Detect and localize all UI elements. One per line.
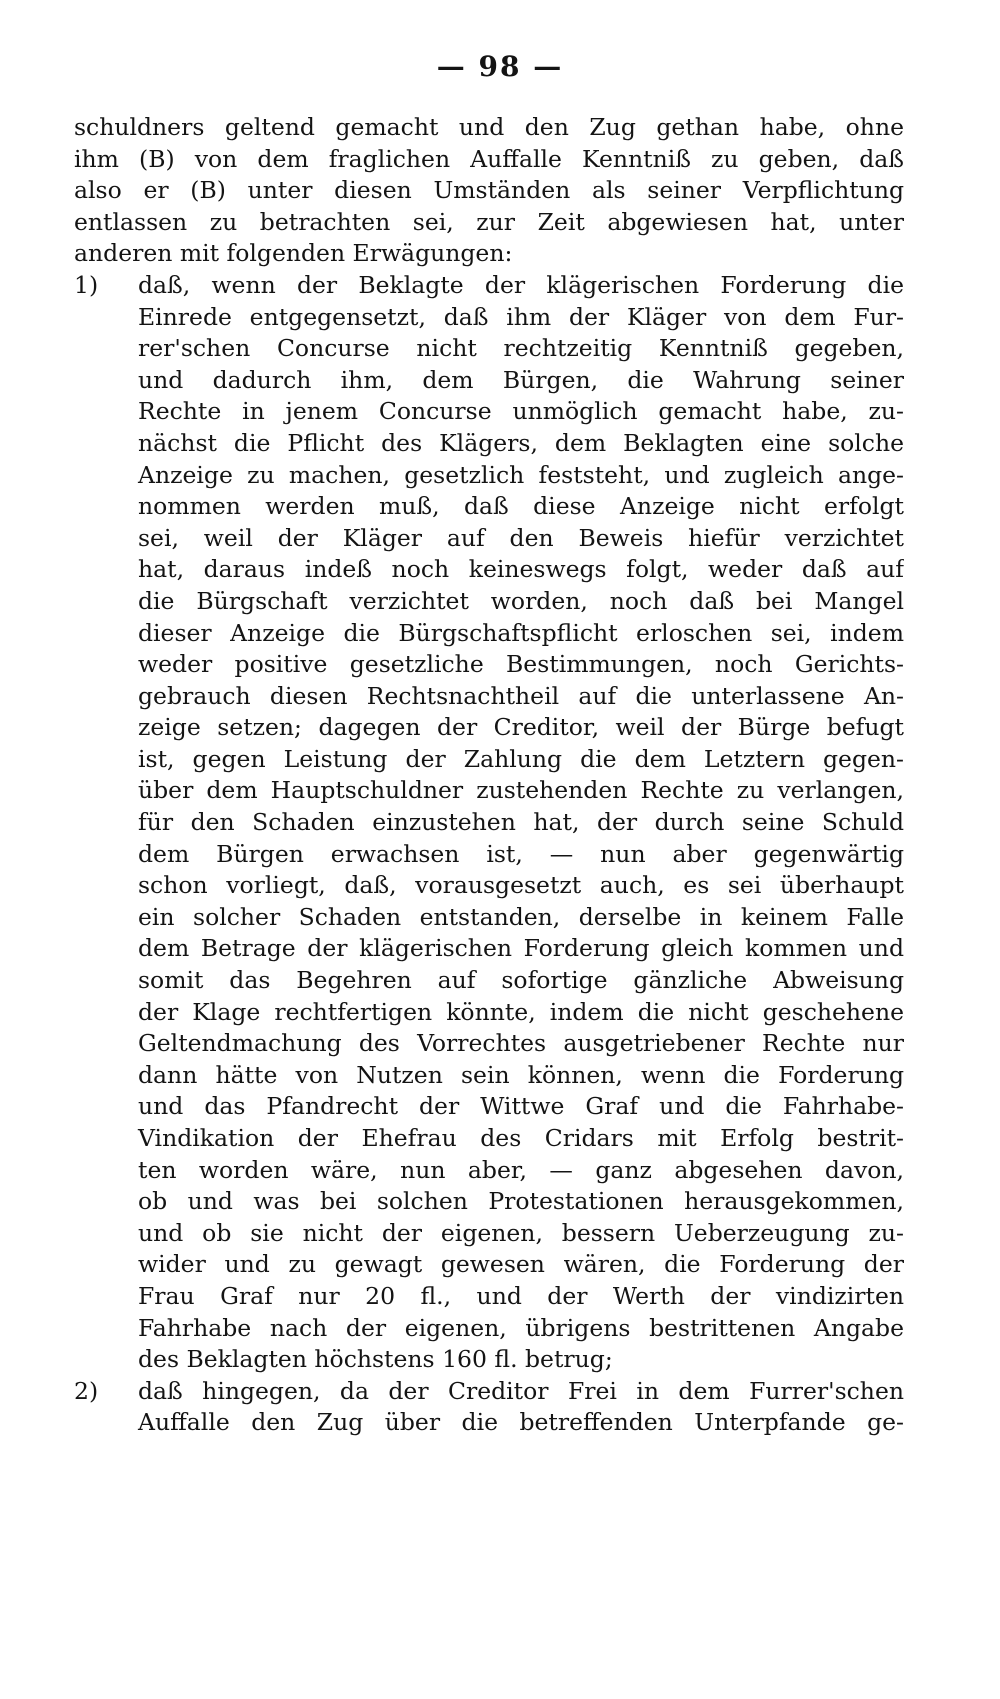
- text-line: nommen werden muß, daß diese Anzeige nicht erfolgt: [138, 492, 904, 521]
- text-line: gebrauch diesen Rechtsnachtheil auf die unterlassene An-: [138, 681, 904, 710]
- text-line: wider und zu gewagt gewesen wären, die Forderung der: [138, 1250, 904, 1279]
- text-line: ob und was bei solchen Protestationen herausgekommen,: [138, 1187, 904, 1216]
- text-line: nächst die Pflicht des Klägers, dem Beklagten eine solche: [138, 428, 904, 457]
- text-line: ihm (B) von dem fraglichen Auffalle Kenntniß zu geben, daß: [74, 144, 904, 173]
- text-line: sei, weil der Kläger auf den Beweis hiefür verzichtet: [138, 523, 904, 552]
- text-line: hat, daraus indeß noch keineswegs folgt, weder daß auf: [138, 555, 904, 584]
- text-line: der Klage rechtfertigen könnte, indem die nicht geschehene: [138, 997, 904, 1026]
- item-text: daß hingegen, da der Creditor Frei in dem Furrer'schen: [138, 1376, 904, 1405]
- text-line: rer'schen Concurse nicht rechtzeitig Kenntniß gegeben,: [138, 334, 904, 363]
- text-line: Einrede entgegensetzt, daß ihm der Kläger von dem Fur-: [138, 302, 904, 331]
- text-line: Anzeige zu machen, gesetzlich feststeht, und zugleich ange-: [138, 460, 904, 489]
- item-marker: 1): [74, 270, 99, 299]
- text-line: Geltendmachung des Vorrechtes ausgetriebener Rechte nur: [138, 1029, 904, 1058]
- text-line: ist, gegen Leistung der Zahlung die dem Letztern gegen-: [138, 744, 904, 773]
- text-line: die Bürgschaft verzichtet worden, noch daß bei Mangel: [138, 586, 904, 615]
- text-line: Fahrhabe nach der eigenen, übrigens bestrittenen Angabe: [138, 1313, 904, 1342]
- text-line: für den Schaden einzustehen hat, der durch seine Schuld: [138, 808, 904, 837]
- text-line: Frau Graf nur 20 fl., und der Werth der vindizirten: [138, 1281, 904, 1310]
- text-line: über dem Hauptschuldner zustehenden Rechte zu verlangen,: [138, 776, 904, 805]
- text-line: entlassen zu betrachten sei, zur Zeit abgewiesen hat, unter: [74, 207, 904, 236]
- text-line: dem Betrage der klägerischen Forderung gleich kommen und: [138, 934, 904, 963]
- list-item-2: [74, 1376, 904, 1439]
- text-line: weder positive gesetzliche Bestimmungen, noch Gerichts-: [138, 650, 904, 679]
- text-line: des Beklagten höchstens 160 fl. betrug;: [138, 1345, 613, 1374]
- text-line: und dadurch ihm, dem Bürgen, die Wahrung seiner: [138, 365, 904, 394]
- text-line: ten worden wäre, nun aber, — ganz abgesehen davon,: [138, 1155, 904, 1184]
- text-line: anderen mit folgenden Erwägungen:: [74, 239, 513, 268]
- text-line: [74, 270, 904, 302]
- page-number: — 98 —: [436, 50, 564, 83]
- text-line: und ob sie nicht der eigenen, bessern Ueberzeugung zu-: [138, 1218, 904, 1247]
- text-line: Auffalle den Zug über die betreffenden Unterpfande ge-: [138, 1408, 904, 1437]
- text-line: und das Pfandrecht der Wittwe Graf und die Fahrhabe-: [138, 1092, 904, 1121]
- text-line: schuldners geltend gemacht und den Zug gethan habe, ohne: [74, 113, 904, 141]
- text-line: schon vorliegt, daß, vorausgesetzt auch, es sei überhaupt: [138, 871, 904, 900]
- text-line: ein solcher Schaden entstanden, derselbe in keinem Falle: [138, 902, 904, 931]
- text-line: zeige setzen; dagegen der Creditor, weil der Bürge befugt: [138, 713, 904, 742]
- item-text: daß, wenn der Beklagte der klägerischen Forderung die: [138, 270, 904, 299]
- text-line: also er (B) unter diesen Umständen als seiner Verpflichtung: [74, 176, 904, 205]
- text-line: dann hätte von Nutzen sein können, wenn die Forderung: [138, 1060, 904, 1089]
- text-line: [74, 1376, 904, 1408]
- body-text: [74, 112, 904, 1439]
- text-line: Rechte in jenem Concurse unmöglich gemacht habe, zu-: [138, 397, 904, 426]
- text-line: Vindikation der Ehefrau des Cridars mit Erfolg bestrit-: [138, 1124, 904, 1152]
- list-item-1: [74, 270, 904, 1376]
- text-line: dieser Anzeige die Bürgschaftspflicht erloschen sei, indem: [138, 618, 904, 647]
- item-marker: 2): [74, 1376, 99, 1405]
- text-line: somit das Begehren auf sofortige gänzliche Abweisung: [138, 966, 904, 995]
- text-line: dem Bürgen erwachsen ist, — nun aber gegenwärtig: [138, 839, 904, 868]
